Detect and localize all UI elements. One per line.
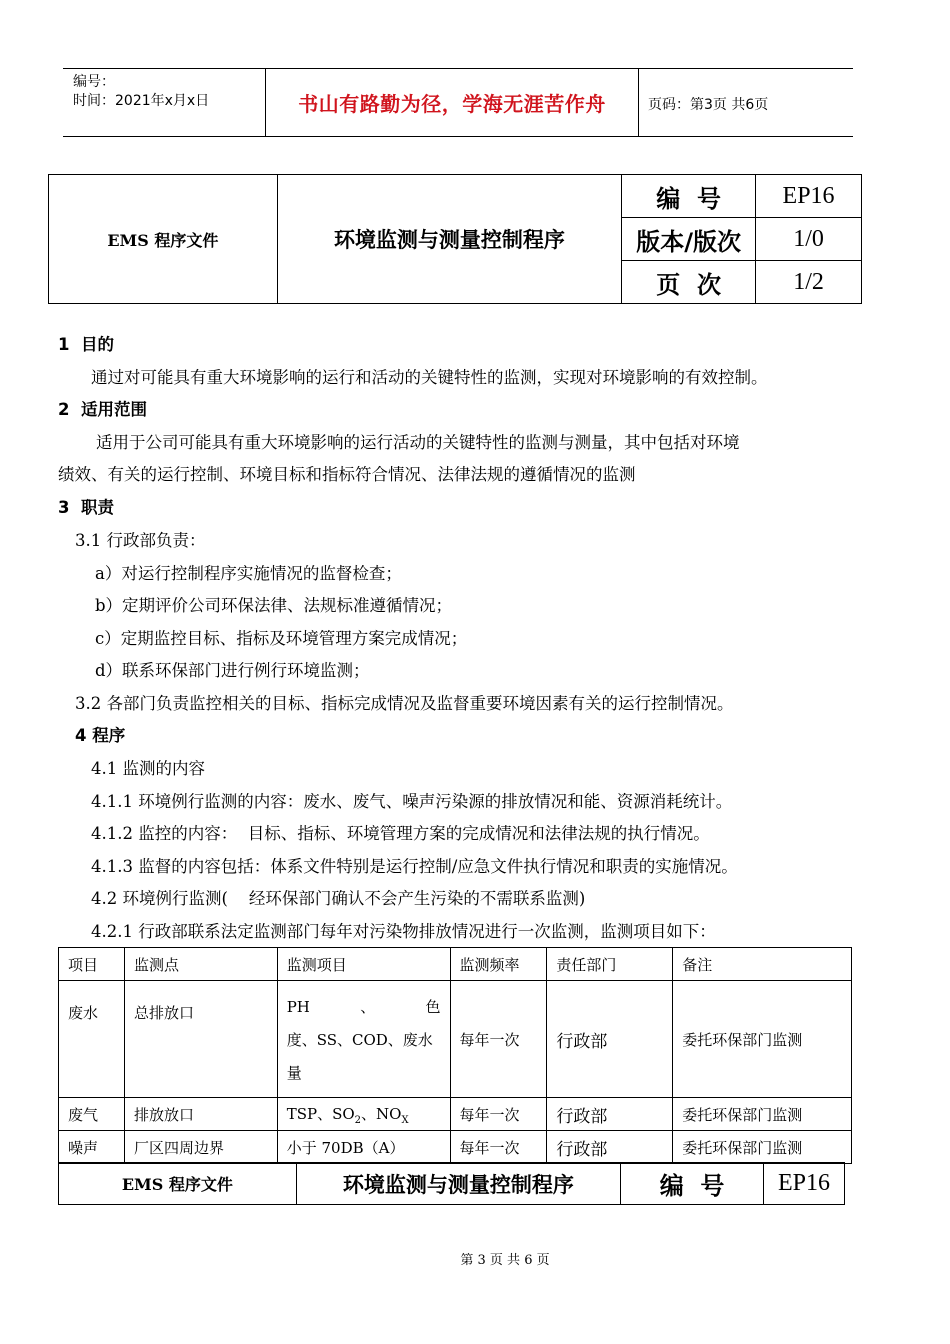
param-no: 、NO xyxy=(361,1104,402,1123)
footer-doc-type: EMS 程序文件 xyxy=(59,1163,297,1205)
footer-title-block xyxy=(58,1162,845,1205)
param-sub-x: X xyxy=(401,1114,409,1126)
section-4-heading: 4 程序 xyxy=(75,726,126,745)
param-sep: 、 xyxy=(360,997,376,1016)
footer-number-label: 编 号 xyxy=(621,1163,764,1205)
param-ph: PH xyxy=(286,997,310,1016)
section-2-heading: 2 适用范围 xyxy=(58,400,147,419)
page-footer: 第 3 页 共 6 页 xyxy=(460,1253,550,1268)
table-row xyxy=(59,1131,852,1164)
doc-version-value: 1/0 xyxy=(756,218,862,261)
cell-note: 委托环保部门监测 xyxy=(673,1098,852,1131)
cell-department: 行政部 xyxy=(547,1098,673,1131)
section-3-2: 3.2 各部门负责监控相关的目标、指标完成情况及监督重要环境因素有关的运行控制情况。 xyxy=(75,694,734,713)
param-sub-2: 2 xyxy=(354,1114,362,1126)
col-header-point: 监测点 xyxy=(124,948,277,981)
section-3-1-d: d）联系环保部门进行例行环境监测； xyxy=(95,661,370,680)
col-header-note: 备注 xyxy=(673,948,852,981)
section-3-1-b: b）定期评价公司环保法律、法规标准遵循情况； xyxy=(95,596,453,615)
section-4-1: 4.1 监测的内容 xyxy=(91,759,205,778)
section-2-text-line-1: 适用于公司可能具有重大环境影响的运行活动的关键特性的监测与测量，其中包括对环境 xyxy=(96,433,740,452)
table-row xyxy=(59,981,852,1098)
banner-time-label: 时间：2021年x月x日 xyxy=(73,93,210,109)
cell-parameter xyxy=(277,1098,450,1131)
section-3-1: 3.1 行政部负责： xyxy=(75,531,206,550)
banner-divider-right xyxy=(638,68,639,136)
cell-parameter xyxy=(277,981,450,1098)
section-3-heading: 3 职责 xyxy=(58,498,114,517)
col-header-parameter: 监测项目 xyxy=(277,948,450,981)
cell-department: 行政部 xyxy=(547,1131,673,1164)
param-line-2: 度、SS、COD、废水 xyxy=(286,1030,433,1049)
section-3-1-c: c）定期监控目标、指标及环境管理方案完成情况； xyxy=(95,629,468,648)
cell-department: 行政部 xyxy=(547,981,673,1098)
col-header-item: 项目 xyxy=(59,948,125,981)
section-4-2: 4.2 环境例行监测( 经环保部门确认不会产生污染的不需联系监测) xyxy=(91,889,586,908)
cell-point: 厂区四周边界 xyxy=(124,1131,277,1164)
doc-page-value: 1/2 xyxy=(756,261,862,304)
col-header-department: 责任部门 xyxy=(547,948,673,981)
cell-item: 废水 xyxy=(59,981,125,1098)
banner-bottom-rule xyxy=(63,136,853,137)
section-2-text-line-2: 绩效、有关的运行控制、环境目标和指标符合情况、法律法规的遵循情况的监测 xyxy=(58,465,636,484)
cell-frequency: 每年一次 xyxy=(450,981,547,1098)
table-header-row xyxy=(59,948,852,981)
section-4-1-1: 4.1.1 环境例行监测的内容：废水、废气、噪声污染源的排放情况和能、资源消耗统计。 xyxy=(91,792,733,811)
doc-version-label: 版本/版次 xyxy=(622,218,756,261)
monitoring-table xyxy=(58,947,852,1164)
footer-doc-name: 环境监测与测量控制程序 xyxy=(296,1163,620,1205)
banner-number-label: 编号： xyxy=(73,74,115,90)
cell-note: 委托环保部门监测 xyxy=(673,1131,852,1164)
doc-number-value: EP16 xyxy=(756,175,862,218)
section-3-1-a: a）对运行控制程序实施情况的监督检查； xyxy=(95,564,402,583)
cell-item: 废气 xyxy=(59,1098,125,1131)
param-tsp-so: TSP、SO xyxy=(286,1104,355,1123)
table-row xyxy=(59,1098,852,1131)
cell-item: 噪声 xyxy=(59,1131,125,1164)
cell-note: 委托环保部门监测 xyxy=(673,981,852,1098)
col-header-frequency: 监测频率 xyxy=(450,948,547,981)
cell-frequency: 每年一次 xyxy=(450,1131,547,1164)
doc-type-cell: EMS 程序文件 xyxy=(49,175,278,304)
document-title-block xyxy=(48,174,862,304)
cell-frequency: 每年一次 xyxy=(450,1098,547,1131)
section-4-2-1: 4.2.1 行政部联系法定监测部门每年对污染物排放情况进行一次监测，监测项目如下： xyxy=(91,922,716,941)
footer-number-value: EP16 xyxy=(764,1163,845,1205)
banner-motto: 书山有路勤为径，学海无涯苦作舟 xyxy=(298,91,606,116)
doc-number-label: 编 号 xyxy=(622,175,756,218)
doc-page-label: 页 次 xyxy=(622,261,756,304)
doc-name-cell: 环境监测与测量控制程序 xyxy=(277,175,621,304)
param-line-3: 量 xyxy=(286,1063,302,1082)
cell-point: 排放放口 xyxy=(124,1098,277,1131)
cell-point: 总排放口 xyxy=(124,981,277,1098)
section-1-text: 通过对可能具有重大环境影响的运行和活动的关键特性的监测，实现对环境影响的有效控制。 xyxy=(91,368,768,387)
cell-parameter: 小于 70DB（A） xyxy=(277,1131,450,1164)
banner-page-label: 页码：第3页 共6页 xyxy=(648,97,769,113)
param-color: 色 xyxy=(425,997,441,1016)
section-4-1-3: 4.1.3 监督的内容包括：体系文件特别是运行控制/应急文件执行情况和职责的实施情况。 xyxy=(91,857,738,876)
section-1-heading: 1 目的 xyxy=(58,335,114,354)
section-4-1-2: 4.1.2 监控的内容： 目标、指标、环境管理方案的完成情况和法律法规的执行情况。 xyxy=(91,824,710,843)
